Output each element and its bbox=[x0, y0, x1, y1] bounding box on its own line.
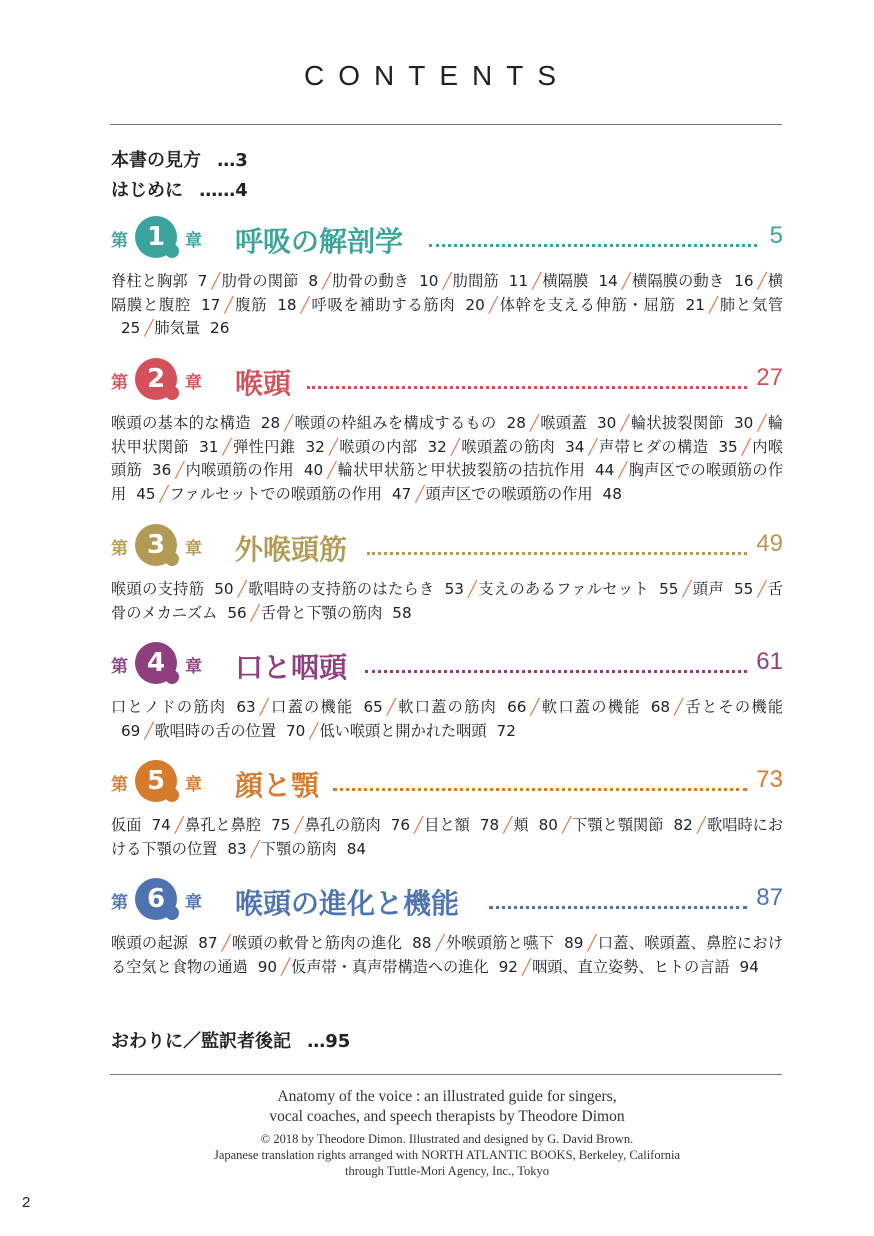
section-page: 40 bbox=[303, 461, 324, 479]
section-label: 肋間筋 bbox=[452, 272, 499, 290]
section-label: 喉頭の枠組みを構成するもの bbox=[294, 414, 497, 432]
section-label: 喉頭の支持筋 bbox=[111, 580, 205, 598]
section-item bbox=[261, 840, 369, 858]
section-page: 20 bbox=[465, 295, 485, 314]
section-label: 下顎の筋肉 bbox=[260, 839, 337, 858]
chapter-suffix: 章 bbox=[185, 657, 202, 677]
separator-slash-icon: ╱ bbox=[529, 414, 540, 432]
section-item bbox=[294, 414, 529, 432]
section-item bbox=[185, 816, 293, 834]
section-page: 36 bbox=[151, 461, 172, 479]
separator-slash-icon: ╱ bbox=[322, 272, 332, 290]
section-item bbox=[540, 414, 619, 432]
front-matter-label: はじめに bbox=[111, 180, 183, 201]
front-matter-item bbox=[111, 146, 248, 172]
separator-slash-icon: ╱ bbox=[175, 461, 185, 479]
section-label: 咽頭、直立姿勢、ヒトの言語 bbox=[532, 957, 730, 976]
section-item bbox=[232, 934, 435, 952]
section-label: 喉頭の内部 bbox=[338, 437, 418, 456]
separator-slash-icon: ╱ bbox=[284, 414, 294, 432]
chapter-badge bbox=[135, 358, 183, 402]
separator-slash-icon: ╱ bbox=[530, 698, 540, 716]
separator-slash-icon: ╱ bbox=[682, 580, 692, 598]
section-list bbox=[111, 932, 783, 979]
section-label: 肋骨の関節 bbox=[221, 272, 299, 290]
chapter-number: 6 bbox=[135, 878, 177, 920]
top-divider bbox=[110, 124, 782, 125]
section-label: 肋骨の動き bbox=[332, 272, 410, 290]
separator-slash-icon: ╱ bbox=[222, 437, 232, 456]
section-label: 横隔膜の動き bbox=[631, 272, 725, 290]
separator-slash-icon: ╱ bbox=[757, 580, 767, 598]
section-item bbox=[424, 816, 502, 834]
section-page: 26 bbox=[210, 319, 230, 337]
separator-slash-icon: ╱ bbox=[587, 934, 597, 952]
section-label: 口蓋の機能 bbox=[269, 698, 354, 716]
section-page: 82 bbox=[673, 816, 693, 834]
chapter-page: 73 bbox=[756, 766, 783, 793]
chapter-heading bbox=[111, 642, 783, 686]
section-item bbox=[111, 816, 174, 834]
separator-slash-icon: ╱ bbox=[450, 437, 460, 456]
separator-slash-icon: ╱ bbox=[467, 580, 478, 598]
section-item bbox=[513, 816, 561, 834]
section-item bbox=[446, 934, 587, 952]
page-title: CONTENTS bbox=[304, 60, 570, 91]
section-label: 下顎と顎関節 bbox=[572, 816, 664, 834]
section-item bbox=[234, 296, 299, 314]
section-page: 55 bbox=[659, 580, 679, 598]
separator-slash-icon: ╱ bbox=[211, 272, 221, 290]
section-label: 呼吸を補助する筋肉 bbox=[310, 295, 456, 314]
chapter-page: 27 bbox=[756, 364, 783, 391]
chapter-page: 49 bbox=[756, 530, 783, 557]
section-item bbox=[111, 698, 259, 716]
section-page: 84 bbox=[346, 839, 367, 858]
chapter-leader-dots bbox=[333, 768, 747, 791]
section-page: 75 bbox=[271, 816, 291, 834]
separator-slash-icon: ╱ bbox=[414, 816, 424, 834]
chapter-suffix: 章 bbox=[185, 775, 202, 795]
page-number: 2 bbox=[22, 1194, 31, 1211]
section-page: 88 bbox=[412, 934, 432, 952]
section-item bbox=[111, 414, 283, 432]
credits-block bbox=[111, 1087, 783, 1179]
separator-slash-icon: ╱ bbox=[144, 721, 154, 740]
separator-slash-icon: ╱ bbox=[561, 816, 572, 834]
separator-slash-icon: ╱ bbox=[442, 272, 452, 290]
section-item bbox=[632, 272, 757, 290]
chapter-prefix: 第 bbox=[111, 657, 128, 677]
chapter-title: 喉頭の進化と機能 bbox=[235, 887, 460, 920]
section-item bbox=[154, 319, 232, 337]
separator-slash-icon: ╱ bbox=[741, 437, 751, 456]
section-item bbox=[332, 272, 441, 290]
separator-slash-icon: ╱ bbox=[757, 272, 767, 290]
separator-slash-icon: ╱ bbox=[415, 484, 425, 503]
section-label: 頭声 bbox=[692, 580, 724, 598]
section-label: 歌唱時における下顎の位置 bbox=[111, 816, 784, 858]
section-item bbox=[542, 272, 621, 290]
rights-line: Japanese translation rights arranged with NORTH ATLANTIC BOOKS, Berkeley, California bbox=[213, 1148, 681, 1162]
section-label: 体幹を支える伸筋・屈筋 bbox=[498, 295, 676, 314]
section-page: 28 bbox=[260, 414, 281, 432]
chapter-number: 1 bbox=[135, 216, 177, 258]
separator-slash-icon: ╱ bbox=[294, 816, 304, 834]
chapter-number: 5 bbox=[135, 760, 177, 802]
section-page: 94 bbox=[739, 957, 759, 976]
separator-slash-icon: ╱ bbox=[521, 957, 532, 976]
section-label: 目と額 bbox=[424, 816, 470, 834]
section-page: 56 bbox=[227, 603, 247, 622]
chapter-badge bbox=[135, 216, 183, 260]
section-label: 歌唱時の支持筋のはたらき bbox=[247, 580, 435, 598]
section-item bbox=[111, 580, 237, 598]
chapter-title: 口と咽頭 bbox=[235, 651, 348, 684]
section-label: 横隔膜 bbox=[542, 272, 589, 290]
separator-slash-icon: ╱ bbox=[281, 957, 291, 976]
back-matter-page: 95 bbox=[325, 1031, 351, 1052]
credits-line: Anatomy of the voice : an illustrated guide for singers, bbox=[277, 1088, 617, 1105]
section-page: 28 bbox=[506, 414, 526, 432]
back-matter-label: おわりに／監訳者後記 bbox=[111, 1031, 291, 1052]
section-label: 舌骨と下顎の筋肉 bbox=[260, 603, 383, 622]
section-page: 21 bbox=[685, 295, 705, 314]
section-page: 78 bbox=[479, 816, 500, 834]
section-label: 口とノドの筋肉 bbox=[111, 698, 227, 716]
section-item bbox=[170, 485, 415, 503]
chapter-prefix: 第 bbox=[111, 373, 128, 393]
chapter-leader-dots bbox=[307, 366, 747, 389]
section-list bbox=[111, 814, 783, 861]
separator-slash-icon: ╱ bbox=[757, 414, 767, 432]
section-label: 喉頭蓋の筋肉 bbox=[460, 437, 556, 456]
chapter-title: 外喉頭筋 bbox=[235, 533, 348, 566]
section-page: 72 bbox=[496, 721, 516, 740]
section-page: 90 bbox=[257, 957, 278, 976]
section-label: 軟口蓋の筋肉 bbox=[396, 698, 498, 716]
section-label: 歌唱時の舌の位置 bbox=[154, 721, 276, 740]
section-list bbox=[111, 578, 783, 625]
section-page: 47 bbox=[392, 484, 412, 503]
section-item bbox=[305, 816, 413, 834]
chapter-badge bbox=[135, 760, 183, 804]
separator-slash-icon: ╱ bbox=[250, 603, 260, 622]
section-list bbox=[111, 412, 783, 506]
section-page: 30 bbox=[596, 414, 617, 432]
separator-slash-icon: ╱ bbox=[488, 295, 498, 314]
front-matter-page: 3 bbox=[235, 150, 248, 171]
section-page: 76 bbox=[390, 816, 411, 834]
chapter-badge bbox=[135, 524, 183, 568]
section-item bbox=[111, 934, 221, 952]
copyright-line: © 2018 by Theodore Dimon. Illustrated and designed by G. David Brown. bbox=[260, 1132, 634, 1146]
section-label: 喉頭の基本的な構造 bbox=[111, 414, 251, 432]
section-page: 92 bbox=[498, 957, 518, 976]
section-page: 7 bbox=[197, 272, 208, 290]
section-label: 外喉頭筋と嚥下 bbox=[445, 934, 555, 952]
section-label: 喉頭蓋 bbox=[540, 414, 587, 432]
separator-slash-icon: ╱ bbox=[250, 839, 260, 858]
separator-slash-icon: ╱ bbox=[327, 461, 337, 479]
section-label: 輪状披裂関節 bbox=[630, 414, 725, 432]
section-item bbox=[478, 580, 681, 598]
back-matter-leader: … bbox=[307, 1031, 326, 1052]
bottom-divider bbox=[110, 1074, 782, 1075]
section-item bbox=[291, 958, 521, 976]
section-label: 輪状甲状関節 bbox=[111, 414, 784, 456]
chapter-prefix: 第 bbox=[111, 539, 128, 559]
chapter-number: 4 bbox=[135, 642, 177, 684]
separator-slash-icon: ╱ bbox=[144, 319, 154, 337]
section-page: 63 bbox=[236, 698, 256, 716]
section-item bbox=[541, 698, 673, 716]
section-page: 80 bbox=[538, 816, 558, 834]
section-page: 31 bbox=[199, 437, 219, 456]
section-item bbox=[154, 722, 308, 740]
section-item bbox=[630, 414, 756, 432]
section-page: 14 bbox=[598, 272, 618, 290]
front-matter-item bbox=[111, 176, 248, 202]
section-item bbox=[311, 296, 488, 314]
section-page: 16 bbox=[734, 272, 754, 290]
separator-slash-icon: ╱ bbox=[221, 934, 231, 952]
section-page: 66 bbox=[507, 698, 527, 716]
section-label: 仮声帯・真声帯構造への進化 bbox=[291, 957, 489, 976]
section-item bbox=[532, 958, 762, 976]
section-item bbox=[111, 272, 210, 290]
chapter-leader-dots bbox=[489, 886, 747, 909]
separator-slash-icon: ╱ bbox=[674, 698, 684, 716]
section-label: 内喉頭筋の作用 bbox=[185, 461, 294, 479]
section-page: 53 bbox=[444, 580, 464, 598]
separator-slash-icon: ╱ bbox=[300, 295, 310, 314]
chapter-leader-dots bbox=[429, 224, 757, 247]
separator-slash-icon: ╱ bbox=[328, 437, 338, 456]
section-label: 肺気量 bbox=[154, 319, 201, 337]
chapter-page: 87 bbox=[756, 884, 783, 911]
chapter-heading bbox=[111, 524, 783, 568]
separator-slash-icon: ╱ bbox=[620, 414, 630, 432]
section-label: 肺と気管 bbox=[719, 295, 784, 314]
section-page: 25 bbox=[121, 319, 141, 337]
section-page: 87 bbox=[198, 934, 218, 952]
chapter-suffix: 章 bbox=[185, 539, 202, 559]
chapter-suffix: 章 bbox=[185, 373, 202, 393]
section-list bbox=[111, 696, 783, 743]
section-label: 頬 bbox=[513, 816, 529, 834]
section-label: 軟口蓋の機能 bbox=[540, 698, 641, 716]
section-item bbox=[222, 272, 322, 290]
separator-slash-icon: ╱ bbox=[237, 580, 247, 598]
section-label: 口蓋、喉頭蓋、鼻腔における空気と食物の通過 bbox=[111, 934, 784, 976]
section-page: 11 bbox=[508, 272, 529, 290]
section-label: 舌とその機能 bbox=[684, 698, 784, 716]
section-label: 喉頭の起源 bbox=[111, 934, 189, 952]
section-page: 18 bbox=[277, 295, 297, 314]
separator-slash-icon: ╱ bbox=[259, 698, 269, 716]
chapter-prefix: 第 bbox=[111, 231, 128, 251]
section-page: 69 bbox=[121, 721, 141, 740]
chapter-page: 5 bbox=[769, 222, 783, 249]
section-page: 8 bbox=[308, 272, 319, 290]
separator-slash-icon: ╱ bbox=[309, 721, 319, 740]
chapter-suffix: 章 bbox=[185, 231, 202, 251]
section-label: 舌骨のメカニズム bbox=[111, 580, 784, 622]
separator-slash-icon: ╱ bbox=[696, 816, 706, 834]
section-label: 輪状甲状筋と甲状披裂筋の拮抗作用 bbox=[337, 461, 585, 479]
chapter-number: 2 bbox=[135, 358, 177, 400]
section-item bbox=[425, 485, 624, 503]
separator-slash-icon: ╱ bbox=[386, 698, 396, 716]
section-label: 内喉頭筋 bbox=[111, 437, 784, 479]
section-item bbox=[499, 296, 708, 314]
section-item bbox=[599, 438, 741, 456]
section-item bbox=[261, 604, 415, 622]
front-matter-leader: … bbox=[217, 150, 236, 171]
chapter-page: 61 bbox=[756, 648, 783, 675]
separator-slash-icon: ╱ bbox=[618, 461, 628, 479]
section-item bbox=[397, 698, 529, 716]
back-matter-item bbox=[111, 1027, 350, 1053]
section-page: 50 bbox=[214, 580, 234, 598]
separator-slash-icon: ╱ bbox=[621, 272, 631, 290]
chapter-heading bbox=[111, 358, 783, 402]
separator-slash-icon: ╱ bbox=[532, 272, 542, 290]
chapter-leader-dots bbox=[367, 532, 747, 555]
section-label: 仮面 bbox=[111, 816, 142, 834]
section-page: 89 bbox=[564, 934, 584, 952]
section-label: 弾性円錐 bbox=[232, 437, 296, 456]
section-page: 70 bbox=[285, 721, 306, 740]
section-item bbox=[693, 580, 757, 598]
section-label: 鼻孔の筋肉 bbox=[304, 816, 381, 834]
section-label: 喉頭の軟骨と筋肉の進化 bbox=[231, 934, 403, 952]
section-item bbox=[461, 438, 587, 456]
section-page: 32 bbox=[427, 437, 447, 456]
section-page: 32 bbox=[305, 437, 325, 456]
chapter-heading bbox=[111, 760, 783, 804]
section-label: 胸声区での喉頭筋の作用 bbox=[111, 461, 784, 503]
separator-slash-icon: ╱ bbox=[174, 816, 184, 834]
section-page: 83 bbox=[227, 839, 247, 858]
separator-slash-icon: ╱ bbox=[503, 816, 513, 834]
section-page: 17 bbox=[200, 295, 221, 314]
separator-slash-icon: ╱ bbox=[588, 437, 598, 456]
section-label: 頭声区での喉頭筋の作用 bbox=[425, 484, 593, 503]
section-item bbox=[319, 722, 518, 740]
section-item bbox=[337, 461, 617, 479]
section-label: 支えのあるファルセット bbox=[478, 580, 650, 598]
section-item bbox=[248, 580, 467, 598]
chapter-title: 呼吸の解剖学 bbox=[235, 225, 404, 258]
front-matter-leader: …… bbox=[199, 180, 236, 201]
section-label: 腹筋 bbox=[234, 295, 268, 314]
section-label: ファルセットでの喉頭筋の作用 bbox=[169, 484, 382, 503]
section-page: 45 bbox=[136, 484, 156, 503]
section-label: 脊柱と胸郭 bbox=[111, 272, 188, 290]
section-list bbox=[111, 270, 783, 341]
agency-line: through Tuttle-Mori Agency, Inc., Tokyo bbox=[345, 1164, 549, 1178]
chapter-heading bbox=[111, 216, 783, 260]
section-page: 35 bbox=[718, 437, 738, 456]
section-page: 48 bbox=[602, 484, 622, 503]
section-item bbox=[572, 816, 696, 834]
front-matter-label: 本書の見方 bbox=[111, 150, 201, 171]
section-label: 横隔膜と腹腔 bbox=[111, 272, 783, 314]
separator-slash-icon: ╱ bbox=[224, 295, 234, 314]
chapter-title: 顔と顎 bbox=[235, 769, 320, 802]
section-page: 74 bbox=[151, 816, 171, 834]
section-label: 声帯ヒダの構造 bbox=[598, 437, 709, 456]
section-item bbox=[453, 272, 532, 290]
chapter-prefix: 第 bbox=[111, 893, 128, 913]
section-item bbox=[339, 438, 450, 456]
chapter-leader-dots bbox=[365, 650, 747, 673]
chapter-title: 喉頭 bbox=[235, 367, 292, 400]
chapter-suffix: 章 bbox=[185, 893, 202, 913]
section-label: 低い喉頭と開かれた咽頭 bbox=[319, 721, 487, 740]
front-matter-page: 4 bbox=[235, 180, 248, 201]
chapter-heading bbox=[111, 878, 783, 922]
section-page: 30 bbox=[734, 414, 754, 432]
section-page: 68 bbox=[650, 698, 671, 716]
separator-slash-icon: ╱ bbox=[708, 295, 719, 314]
section-page: 34 bbox=[565, 437, 585, 456]
chapter-prefix: 第 bbox=[111, 775, 128, 795]
chapter-badge bbox=[135, 642, 183, 686]
section-item bbox=[233, 438, 328, 456]
section-page: 58 bbox=[392, 603, 412, 622]
section-item bbox=[270, 698, 386, 716]
section-page: 55 bbox=[733, 580, 754, 598]
section-page: 44 bbox=[594, 461, 615, 479]
credits-line: vocal coaches, and speech therapists by Theodore Dimon bbox=[269, 1108, 625, 1125]
chapter-badge bbox=[135, 878, 183, 922]
section-page: 65 bbox=[363, 698, 383, 716]
section-label: 鼻孔と鼻腔 bbox=[184, 816, 262, 834]
chapter-number: 3 bbox=[135, 524, 177, 566]
separator-slash-icon: ╱ bbox=[435, 934, 445, 952]
separator-slash-icon: ╱ bbox=[159, 484, 169, 503]
section-page: 10 bbox=[419, 272, 439, 290]
section-item bbox=[185, 461, 326, 479]
